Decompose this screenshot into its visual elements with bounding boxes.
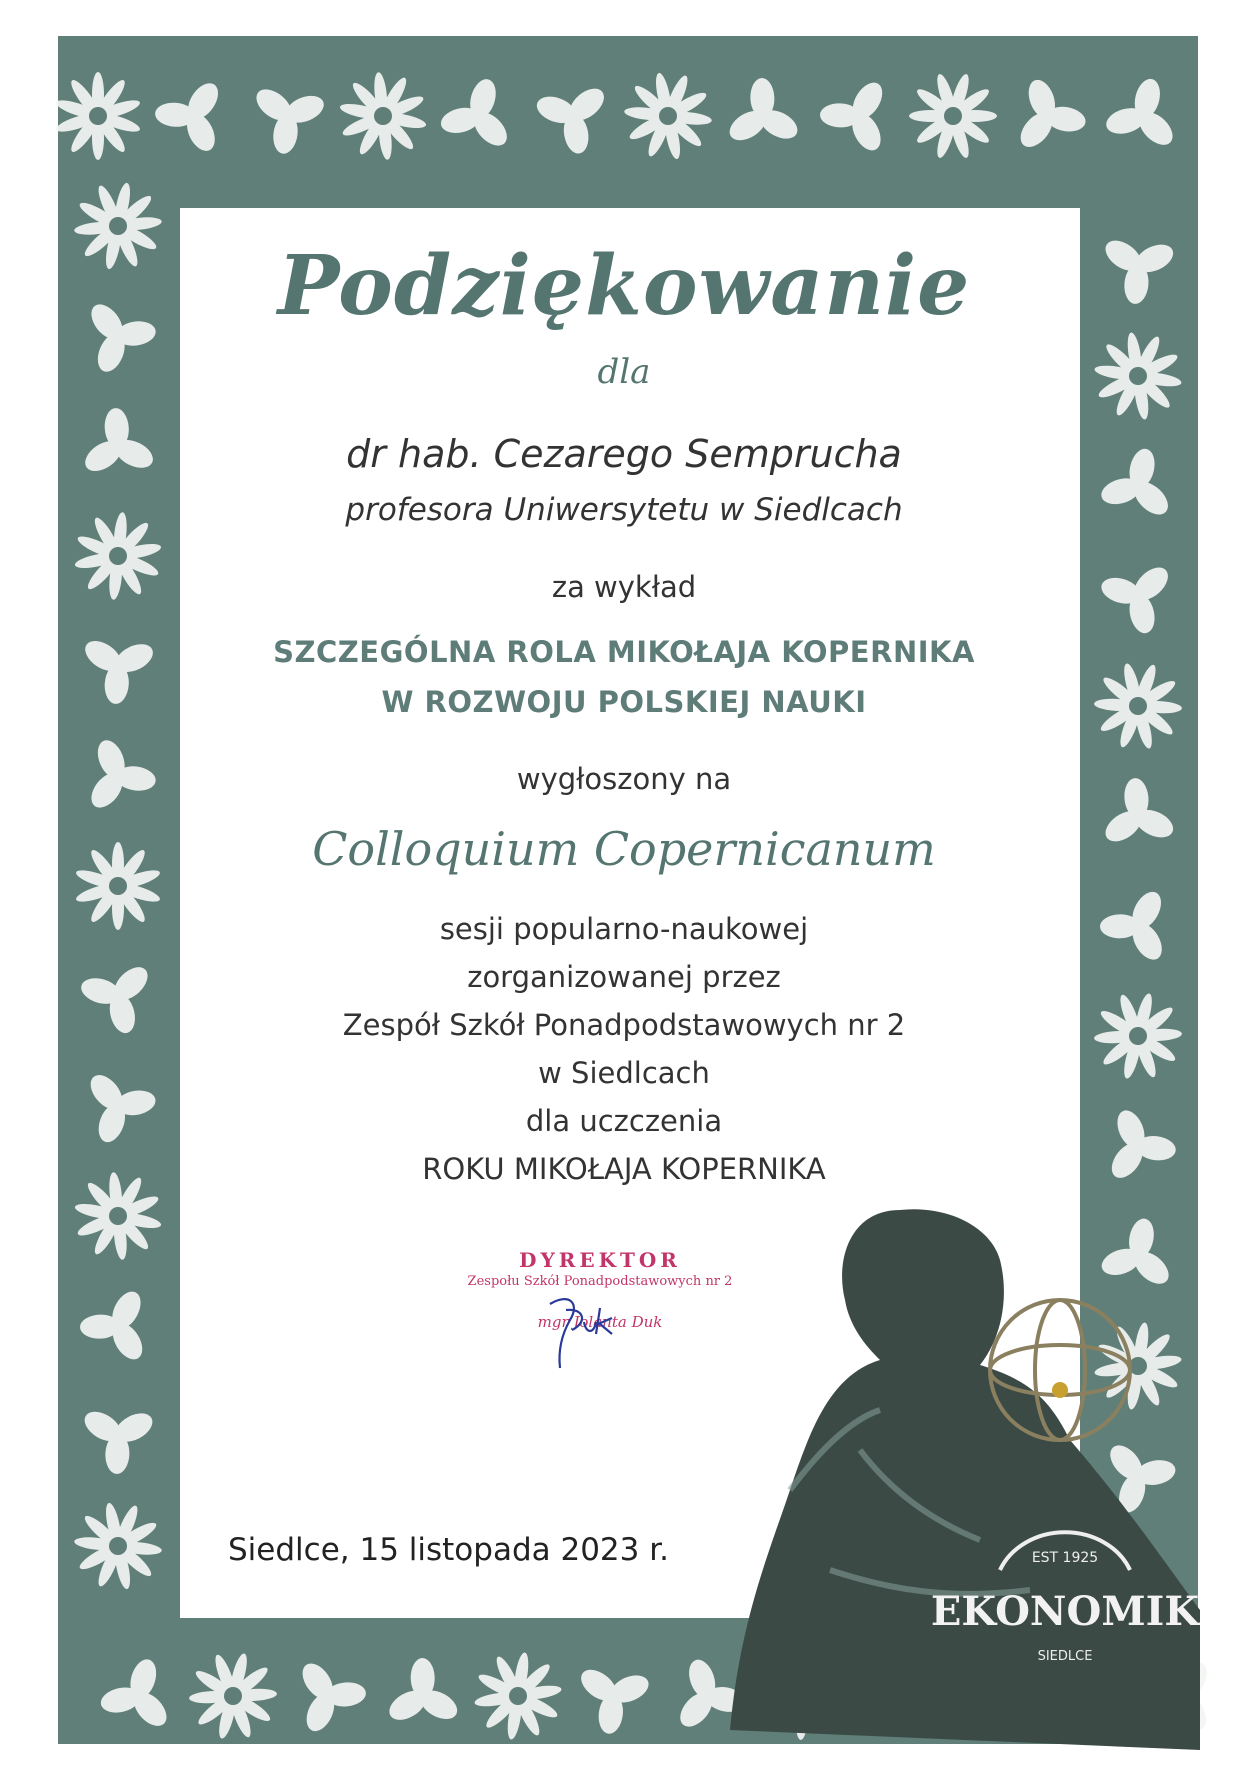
- event-name: Colloquium Copernicanum: [312, 822, 936, 876]
- body-line: Zespół Szkół Ponadpodstawowych nr 2: [342, 1008, 906, 1042]
- flower-center: [109, 877, 127, 895]
- stamp-name: mgr Jolanta Duk: [537, 1313, 663, 1331]
- svg-text:EKONOMIK: EKONOMIK: [930, 1588, 1200, 1635]
- flower-center: [89, 107, 107, 125]
- body-line: w Siedlcach: [538, 1056, 710, 1090]
- svg-text:SIEDLCE: SIEDLCE: [1037, 1649, 1093, 1664]
- flower-center: [109, 1537, 127, 1555]
- flower-center: [944, 107, 962, 125]
- body-line: zorganizowanej przez: [467, 960, 781, 994]
- svg-text:EST 1925: EST 1925: [1031, 1550, 1099, 1566]
- ekonomik-logo: [930, 1520, 1200, 1690]
- recipient-title: profesora Uniwersytetu w Siedlcach: [345, 492, 903, 528]
- delivered-at-label: wygłoszony na: [516, 762, 732, 796]
- stamp-institution: Zespołu Szkół Ponadpodstawowych nr 2: [467, 1274, 733, 1289]
- certificate-title: Podziękowanie: [277, 238, 971, 334]
- stamp-title: DYREKTOR: [519, 1248, 681, 1272]
- flower-center: [224, 1687, 242, 1705]
- flower-center: [109, 547, 127, 565]
- body-line: dla uczczenia: [525, 1104, 723, 1138]
- lecture-title-line1: SZCZEGÓLNA ROLA MIKOŁAJA KOPERNIKA: [273, 635, 975, 669]
- lecture-title-line2: W ROZWOJU POLSKIEJ NAUKI: [381, 685, 867, 719]
- flower-center: [374, 107, 392, 125]
- place-date: Siedlce, 15 listopada 2023 r.: [228, 1532, 669, 1568]
- flower-center: [109, 217, 127, 235]
- flower-center: [109, 1207, 127, 1225]
- recipient-name: dr hab. Cezarego Semprucha: [346, 432, 902, 476]
- flower-center: [659, 107, 677, 125]
- body-line: sesji popularno-naukowej: [439, 912, 809, 946]
- flower-center: [509, 1687, 527, 1705]
- for-label: dla: [597, 352, 651, 392]
- signature-icon: [540, 1290, 620, 1370]
- for-lecture-label: za wykład: [551, 570, 697, 604]
- body-line: ROKU MIKOŁAJA KOPERNIKA: [422, 1152, 826, 1186]
